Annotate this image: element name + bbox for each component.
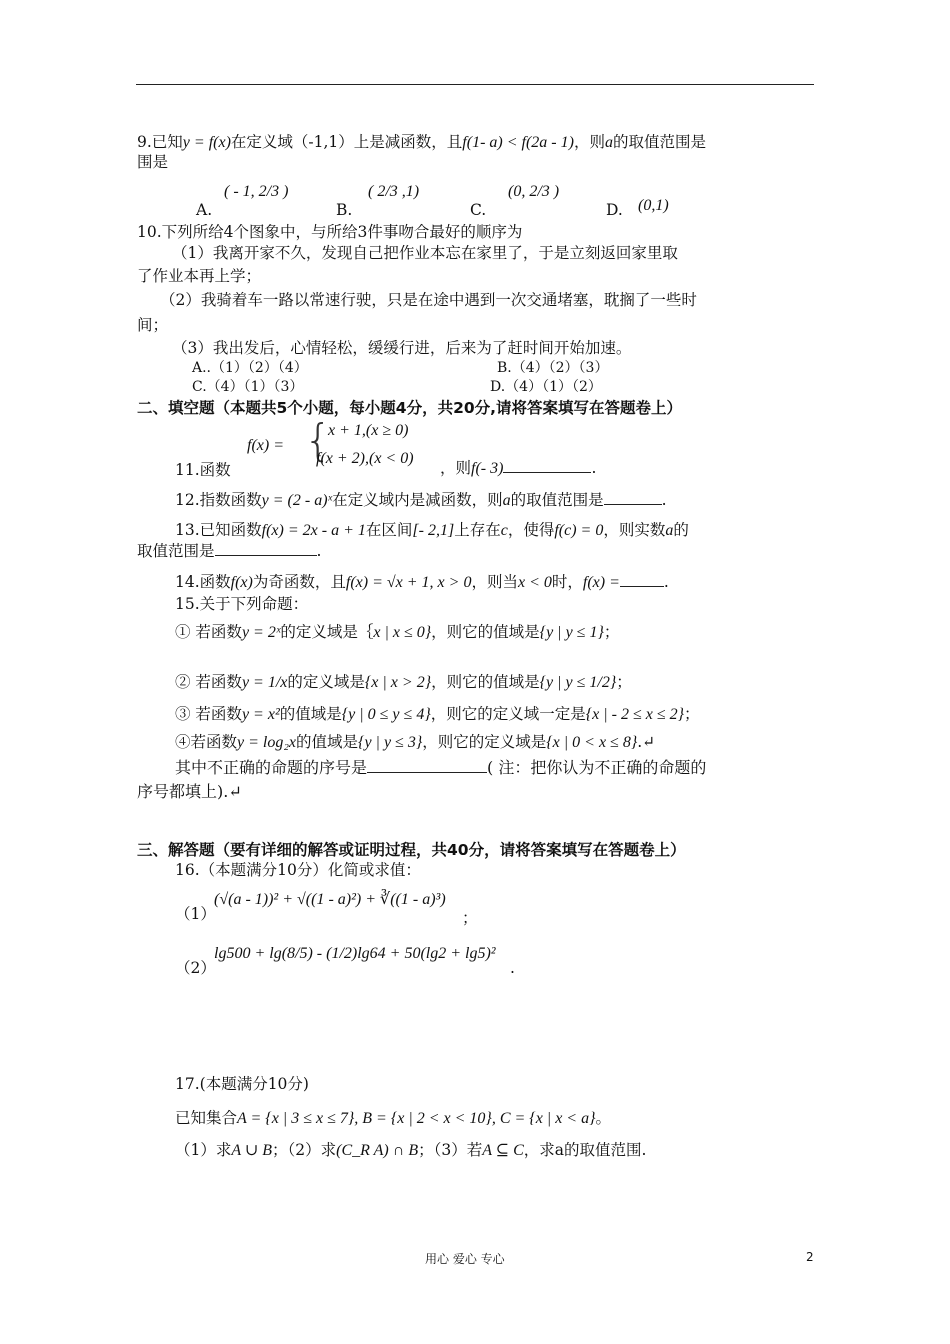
q10-option-a: A..（1）（2）（4） <box>192 360 308 376</box>
q14-stem: 14.函数f(x)为奇函数，且f(x) = √x + 1, x > 0，则当x < 0时，f(x) = . <box>175 573 669 591</box>
section-2-title: 二、填空题（本题共5个小题，每小题4分，共20分,请将答案填写在答题卷上） <box>137 399 683 417</box>
q9-option-c-label: C. <box>470 201 487 219</box>
q10-event-1-cont: 了作业本再上学； <box>137 267 262 285</box>
q15-prop-1: ① 若函数y = 2ˣ的定义域是｛x | x ≤ 0}，则它的值域是{y | y ≤ 1}； <box>175 623 620 641</box>
q15-prop-2: ② 若函数y = 1/x的定义域是{x | x > 2}，则它的值域是{y | y ≤ 1/2}； <box>175 673 632 691</box>
q11-case-2: f(x + 2),(x < 0) <box>316 450 414 467</box>
q15-question-cont: 序号都填上).↵ <box>137 782 242 801</box>
q9-option-d-label: D. <box>606 201 623 219</box>
q16-expression-2: lg500 + lg(8/5) - (1/2)lg64 + 50(lg2 + lg5)² <box>214 945 496 962</box>
q10-option-b: B.（4）（2）（3） <box>497 360 609 376</box>
q11-case-1: x + 1,(x ≥ 0) <box>328 422 409 439</box>
q17-sets: 已知集合A = {x | 3 ≤ x ≤ 7}, B = {x | 2 < x < 10}, C = {x | x < a}。 <box>175 1109 611 1127</box>
section-3-title: 三、解答题（要有详细的解答或证明过程，共40分，请将答案填写在答题卷上） <box>137 841 686 859</box>
q17-tasks: （1）求A ∪ B；（2）求(C_R A) ∩ B；（3）若A ⊆ C，求a的取值范围. <box>175 1141 647 1159</box>
q16-part-2-label: （2） <box>175 959 216 977</box>
q16-part-1-label: （1） <box>175 905 216 923</box>
q17-title: 17.(本题满分10分) <box>175 1075 309 1093</box>
q16-expression-1: (√(a - 1))² + √((1 - a)²) + ∛((1 - a)³) <box>214 891 446 908</box>
q9-option-b-label: B. <box>336 201 353 219</box>
q9-option-a-label: A. <box>196 201 213 219</box>
q9-stem: 9.已知y = f(x)在定义域（-1,1）上是减函数，且f(1- a) < f(2a - 1)，则a的取值范围是 <box>137 133 706 151</box>
q11-lhs: f(x) = <box>247 437 284 454</box>
q10-event-2: （2）我骑着车一路以常速行驶，只是在途中遇到一次交通堵塞，耽搁了一些时 <box>160 291 697 309</box>
q10-option-d: D.（4）（1）（2） <box>490 379 602 395</box>
q9-stem-cont: 围是 <box>137 153 169 171</box>
footer-motto: 用心 爱心 专心 <box>425 1252 505 1266</box>
q11-label: 11.函数 <box>175 461 231 479</box>
q10-event-2-cont: 间； <box>137 316 169 334</box>
q11-brace: { <box>304 415 332 466</box>
q10-stem: 10.下列所给4个图象中，与所给3件事吻合最好的顺序为 <box>137 223 523 241</box>
q9-option-a: ( - 1, 2/3 ) <box>224 183 289 200</box>
q16-title: 16.（本题满分10分）化简或求值： <box>175 861 421 879</box>
q9-option-b: ( 2/3 ,1) <box>368 183 420 200</box>
q15-prop-3: ③ 若函数y = x²的值域是{y | 0 ≤ y ≤ 4}，则它的定义域一定是{x | - 2 ≤ x ≤ 2}； <box>175 705 700 723</box>
header-rule <box>136 84 814 85</box>
q13-stem-cont: 取值范围是 . <box>137 542 322 560</box>
q9-option-d: (0,1) <box>638 197 669 214</box>
q11-ask: ，则f(- 3) . <box>440 459 597 477</box>
q12-stem: 12.指数函数y = (2 - a)ˣ在定义域内是减函数，则a的取值范围是 . <box>175 491 667 509</box>
page-number: 2 <box>806 1250 814 1264</box>
q15-question: 其中不正确的命题的序号是 ( 注：把你认为不正确的命题的 <box>175 758 707 777</box>
q10-event-3: （3）我出发后，心情轻松，缓缓行进，后来为了赶时间开始加速。 <box>172 339 632 357</box>
q16-part-2-end: . <box>510 959 515 977</box>
q10-event-1: （1）我离开家不久，发现自己把作业本忘在家里了，于是立刻返回家里取 <box>172 244 678 262</box>
q15-prop-4: ④若函数y = log₂x的值域是{y | y ≤ 3}，则它的定义域是{x | 0 < x ≤ 8}.↵ <box>175 733 656 751</box>
q15-title: 15.关于下列命题： <box>175 595 309 613</box>
q9-option-c: (0, 2/3 ) <box>508 183 560 200</box>
q13-stem: 13.已知函数f(x) = 2x - a + 1在区间[- 2,1]上存在c，使得f(c) = 0，则实数a的 <box>175 521 689 539</box>
q10-option-c: C.（4）（1）（3） <box>192 379 304 395</box>
q16-part-1-end: ； <box>462 909 478 927</box>
